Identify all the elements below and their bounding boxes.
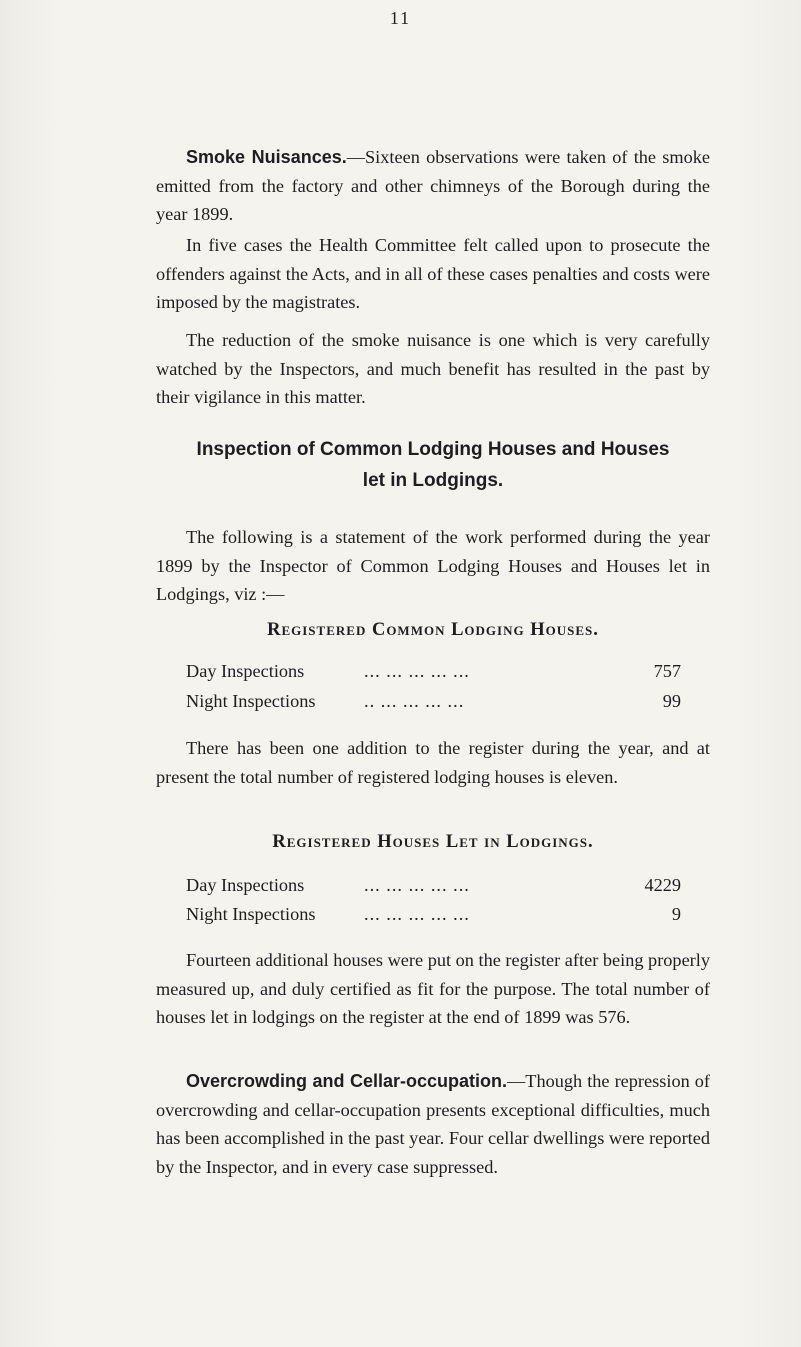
leader-dots: .. ... ... ... ... <box>364 691 465 711</box>
row-value: 99 <box>662 691 681 711</box>
lodging-intro: The following is a statement of the work performed during the year 1899 by the Inspector of Common Lodging Houses and Houses let in Lodgings, viz :— <box>156 527 710 604</box>
page-number: 11 <box>389 8 412 28</box>
leader-dots: ... ... ... ... ... <box>364 875 470 895</box>
smoke-paragraph-1 <box>156 143 710 229</box>
row-label: Day Inspections <box>186 875 305 895</box>
common-lodging-note: There has been one addition to the register during the year, and at present the total number of registered lodging houses is eleven. <box>156 738 710 787</box>
overcrowding-paragraph <box>156 1067 710 1181</box>
row-value: 757 <box>653 661 681 681</box>
lodging-heading-line-2: let in Lodgings. <box>362 470 504 491</box>
registered-common-lodging-title: Registered Common Lodging Houses. <box>267 620 599 640</box>
common-night-inspections-row <box>186 688 681 714</box>
registered-houses-let-title: Registered Houses Let in Lodgings. <box>272 832 594 852</box>
overcrowding-lead-heading: Overcrowding and Cellar-occupation. <box>186 1071 508 1091</box>
smoke-paragraph-3: The reduction of the smoke nuisance is one which is very carefully watched by the Inspectors, and much benefit has resulted in the past by their vigilance in this matter. <box>156 330 710 407</box>
smoke-paragraph-2: In five cases the Health Committee felt called upon to prosecute the offenders against the Acts, and in all of these cases penalties and costs were imposed by the magistrates. <box>156 235 710 312</box>
row-label: Night Inspections <box>186 904 316 924</box>
let-day-inspections-row <box>186 872 681 898</box>
leader-dots: ... ... ... ... ... <box>364 904 470 924</box>
overcrowding-text: —Though the repression of overcrowding and cellar-occupation presents exceptional difficulties, much has been accomplished in the past year. Four cellar dwellings were reported by the Inspector, and in every case suppressed. <box>156 1071 710 1177</box>
smoke-paragraph-1-text: —Sixteen observations were taken of the smoke emitted from the factory and other chimneys of the Borough during the year 1899. <box>156 147 711 224</box>
leader-dots: ... ... ... ... ... <box>364 661 470 681</box>
row-label: Day Inspections <box>186 661 305 681</box>
row-value: 4229 <box>644 875 681 895</box>
lodging-section-heading <box>156 434 710 496</box>
common-day-inspections-row <box>186 658 681 684</box>
row-value: 9 <box>671 904 681 924</box>
lodging-heading-line-1: Inspection of Common Lodging Houses and Houses <box>196 439 670 460</box>
let-night-inspections-row <box>186 901 681 927</box>
smoke-lead-heading: Smoke Nuisances. <box>186 147 347 167</box>
row-label: Night Inspections <box>186 691 316 711</box>
houses-let-note: Fourteen additional houses were put on the register after being properly measured up, and duly certified as fit for the purpose. The total number of houses let in lodgings on the register at the end of 1899 was 576. <box>156 950 710 1027</box>
